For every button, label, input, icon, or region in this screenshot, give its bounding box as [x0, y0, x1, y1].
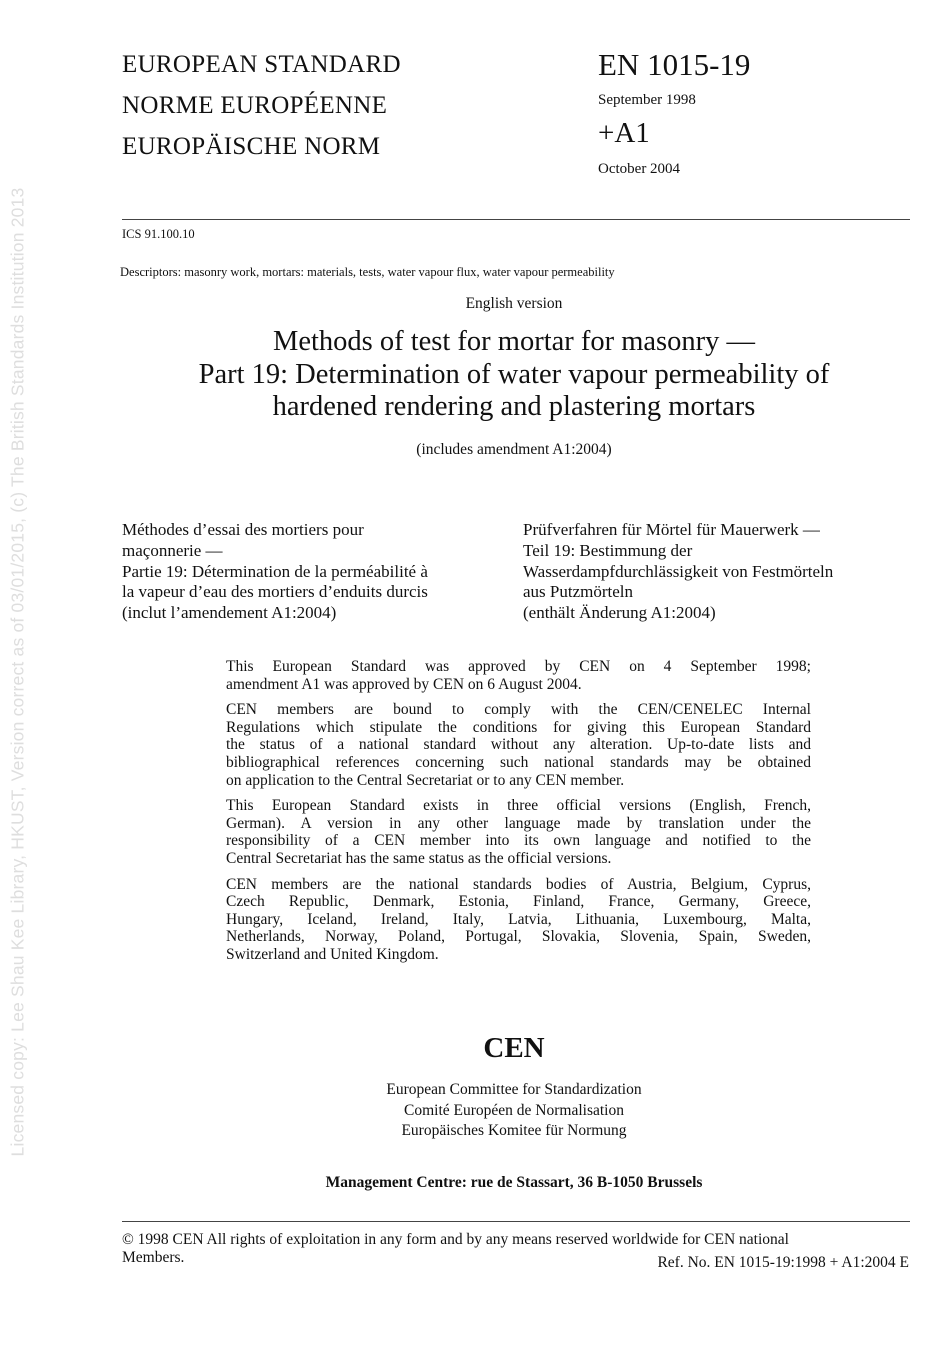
text-line: CEN members are the national standards bodies of Austria, Belgium, Cyprus, — [226, 875, 811, 893]
descriptors: Descriptors: masonry work, mortars: materials, tests, water vapour flux, water vapour permeability — [120, 265, 615, 279]
german-title-line: aus Putzmörteln — [523, 582, 634, 602]
text-line: Hungary, Iceland, Ireland, Italy, Latvia, Lithuania, Luxembourg, Malta, — [226, 910, 811, 928]
committee-name-en: European Committee for Standardization — [386, 1081, 642, 1098]
text-line: Regulations which stipulate the conditions for giving this European Standard — [226, 718, 811, 736]
standard-name-fr: NORME EUROPÉENNE — [122, 92, 388, 119]
german-title-line: Teil 19: Bestimmung der — [523, 540, 693, 560]
approval-paragraph — [226, 658, 811, 693]
text-line: amendment A1 was approved by CEN on 6 August 2004. — [226, 675, 582, 693]
french-title — [122, 520, 502, 624]
members-obligation-paragraph — [226, 701, 811, 789]
text-line: German). A version in any other language made by translation under the — [226, 814, 811, 832]
ics-code: ICS 91.100.10 — [122, 227, 195, 241]
approval-text — [226, 658, 811, 972]
text-line: CEN members are bound to comply with the CEN/CENELEC Internal — [226, 701, 811, 719]
german-title-line: Prüfverfahren für Mörtel für Mauerwerk — — [523, 520, 820, 539]
footer-divider — [122, 1221, 910, 1222]
title-line: Part 19: Determination of water vapour permeability of — [198, 358, 830, 390]
text-line: This European Standard exists in three official versions (English, French, — [226, 797, 811, 815]
cen-committee-names — [118, 1080, 910, 1142]
committee-name-fr: Comité Européen de Normalisation — [404, 1101, 624, 1119]
title-line: hardened rendering and plastering mortars — [272, 391, 756, 422]
copyright-line: Members. — [122, 1248, 185, 1266]
text-line: bibliographical references concerning such national standards may be obtained — [226, 753, 811, 771]
standard-number: EN 1015-19 — [598, 47, 751, 82]
text-line: Netherlands, Norway, Poland, Portugal, Slovakia, Slovenia, Spain, Sweden, — [226, 928, 811, 946]
standard-name-de: EUROPÄISCHE NORM — [122, 133, 381, 160]
german-title-line: Wasserdampfdurchlässigkeit von Festmörteln — [523, 561, 834, 581]
amendment-label: +A1 — [598, 117, 650, 149]
french-title-line: la vapeur d’eau des mortiers d’enduits durcis — [122, 582, 428, 602]
text-line: Central Secretariat has the same status as the official versions. — [226, 849, 612, 867]
text-line: the status of a national standard without any alteration. Up-to-date lists and — [226, 736, 811, 754]
standard-name-en: EUROPEAN STANDARD — [122, 51, 401, 78]
document-title — [118, 326, 910, 424]
publication-date: September 1998 — [598, 92, 696, 108]
french-title-line: maçonnerie — — [122, 540, 223, 560]
reference-number: Ref. No. EN 1015-19:1998 + A1:2004 E — [657, 1254, 909, 1271]
copyright-line: © 1998 CEN All rights of exploitation in any form and by any means reserved worldwide for CEN national — [122, 1231, 789, 1248]
includes-amendment: (includes amendment A1:2004) — [416, 441, 612, 458]
french-title-line: Partie 19: Détermination de la perméabilité à — [122, 561, 428, 581]
cen-logo: CEN — [483, 1032, 545, 1064]
standard-names — [122, 44, 401, 167]
official-versions-paragraph — [226, 797, 811, 867]
german-title-line: (enthält Änderung A1:2004) — [523, 603, 716, 623]
text-line: Switzerland and United Kingdom. — [226, 945, 439, 963]
title-line: Methods of test for mortar for masonry — — [272, 326, 756, 357]
text-line: This European Standard was approved by CEN on 4 September 1998; — [226, 658, 811, 675]
english-version-label: English version — [465, 295, 563, 312]
members-list-paragraph — [226, 876, 811, 964]
amendment-date: October 2004 — [598, 161, 681, 177]
text-line: responsibility of a CEN member into its own language and notified to the — [226, 832, 811, 850]
committee-name-de: Europäisches Komitee für Normung — [401, 1122, 627, 1139]
management-centre-address: Management Centre: rue de Stassart, 36 B-1050 Brussels — [325, 1174, 703, 1191]
text-line: on application to the Central Secretariat or to any CEN member. — [226, 771, 625, 789]
text-line: Czech Republic, Denmark, Estonia, Finland, France, Germany, Greece, — [226, 893, 811, 911]
german-title — [523, 520, 913, 624]
header-divider — [122, 219, 910, 220]
french-title-line: (inclut l’amendement A1:2004) — [122, 603, 337, 623]
french-title-line: Méthodes d’essai des mortiers pour — [122, 520, 364, 539]
license-watermark: Licensed copy: Lee Shau Kee Library, HKUST, Version correct as of 03/01/2015, (c) The British Standards Institution 2013 — [7, 187, 28, 1157]
